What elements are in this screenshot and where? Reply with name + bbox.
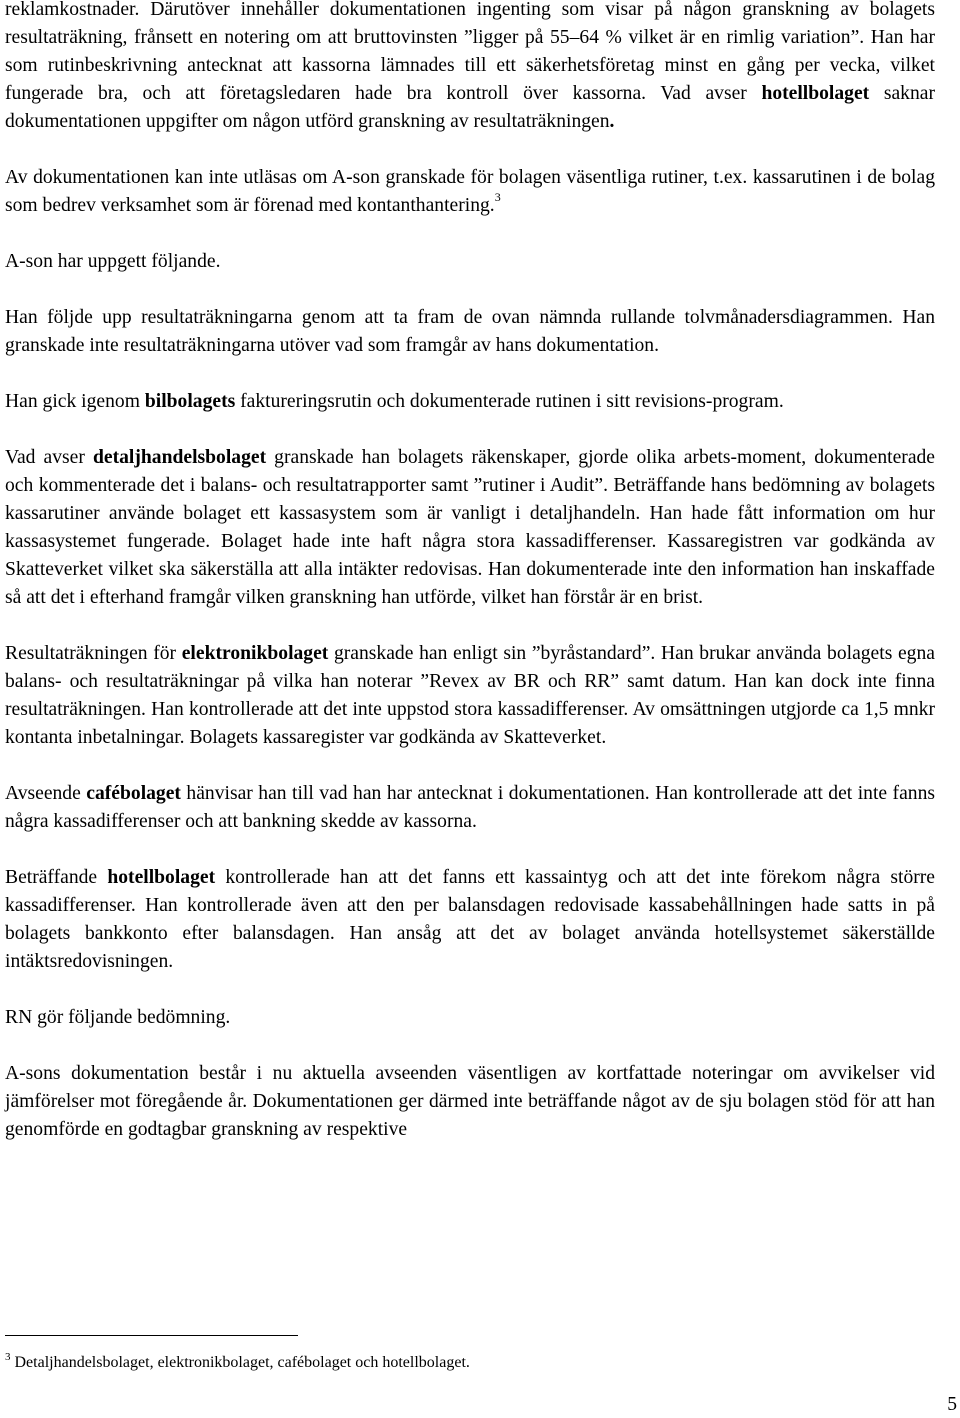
text-segment: granskade han bolagets räkenskaper, gjorde olika arbets-moment, dokumenterade och kommenterade det i balans- och resultatrapporter samt ”rutiner i Audit”. Beträffande hans bedömning av bolagets kassarutiner använde bolaget ett kassasystem som är vanligt i detaljhandeln. Han hade fått information om hur kassasystemet fungerade. Bolaget hade inte haft några stora kassadifferenser. Kassaregistren var godkända av Skatteverket vilket ska säkerställa att alla intäkter redovisas. Han dokumenterade inte den information han inskaffade så att det i efterhand framgår vilken granskning han utförde, vilket han förstår är en brist. — [5, 447, 936, 608]
text-segment: Avseende — [5, 783, 87, 804]
text-segment: Av dokumentationen kan inte utläsas om A-son granskade för bolagen väsentliga rutiner, t.ex. kassarutinen i de bolag som bedrev verksamhet som är förenad med kontanthantering. — [5, 167, 935, 216]
text-segment: hänvisar han till vad han har antecknat i dokumentationen. Han kontrollerade att det inte fanns några kassadifferenser och att bankning skedde av kassorna. — [5, 783, 936, 832]
paragraph — [5, 248, 935, 276]
bold-term: . — [609, 111, 615, 132]
text-segment: Resultaträkningen för — [5, 643, 182, 664]
text-segment: A-son har uppgett följande. — [5, 251, 221, 272]
paragraph — [5, 388, 935, 416]
text-segment: RN gör följande bedömning. — [5, 1007, 231, 1028]
text-segment: Beträffande — [5, 867, 108, 888]
bold-term: bilbolagets — [144, 391, 236, 412]
paragraph — [5, 304, 935, 360]
footnote-text: Detaljhandelsbolaget, elektronikbolaget, cafébolaget och hotellbolaget. — [10, 1354, 470, 1371]
paragraph — [5, 864, 935, 976]
text-segment: Han gick igenom — [5, 391, 145, 412]
footnote-reference: 3 — [494, 190, 501, 205]
text-segment: granskade han enligt sin ”byråstandard”. Han brukar använda bolagets egna balans- och resultaträkningar på vilka han noterar ”Revex av BR och RR” samt datum. Han kan dock inte finna resultaträkningen. Han kontrollerade att det inte uppstod stora kassadifferenser. Av omsättningen utgjorde ca 1,5 mnkr kontanta inbetalningar. Bolagets kassaregister var godkända av Skatteverket. — [5, 643, 935, 748]
footnote — [5, 1352, 905, 1374]
document-page — [5, 0, 935, 1172]
text-segment: Han följde upp resultaträkningarna genom att ta fram de ovan nämnda rullande tolvmånadersdiagrammen. Han granskade inte resultaträkningarna utöver vad som framgår av hans dokumentation. — [5, 307, 935, 356]
text-segment: reklamkostnader. Därutöver innehåller dokumentationen ingenting som visar på någon granskning av bolagets resultaträkning, frånsett en notering om att bruttovinsten ”ligger på 55–64 % vilket är en rimlig variation”. Han har som rutinbeskrivning antecknat att kassorna lämnades till ett säkerhetsföretag minst en gång per vecka, vilket fungerade bra, och att företagsledaren hade bra kontroll över kassorna. Vad avser — [5, 0, 935, 104]
paragraph — [5, 444, 935, 612]
paragraph — [5, 164, 935, 220]
text-segment: faktureringsrutin och dokumenterade rutinen i sitt revisions-program. — [235, 391, 784, 412]
paragraph — [5, 1060, 935, 1144]
paragraph — [5, 1004, 935, 1032]
footnote-marker: 3 — [5, 1350, 11, 1363]
bold-term: hotellbolaget — [107, 867, 216, 888]
text-segment: Vad avser — [5, 447, 93, 468]
bold-term: cafébolaget — [86, 783, 181, 804]
bold-term: elektronikbolaget — [181, 643, 329, 664]
page-number: 5 — [947, 1394, 957, 1415]
text-segment: saknar dokumentationen uppgifter om någon utförd granskning av resultaträkningen — [5, 83, 935, 132]
paragraph — [5, 780, 935, 836]
paragraph — [5, 0, 935, 136]
text-segment: A-sons dokumentation består i nu aktuella avseenden väsentligen av kortfattade noteringar om avvikelser vid jämförelser mot föregående år. Dokumentationen ger därmed inte beträffande något av de sju bolagen stöd för att han genomförde en godtagbar granskning av respektive — [5, 1063, 935, 1140]
paragraph — [5, 640, 935, 752]
text-segment: kontrollerade han att det fanns ett kassaintyg och att det inte förekom några större kassadifferenser. Han kontrollerade även att den per balansdagen redovisade kassabehållningen hade satts in på bolagets bankkonto efter balansdagen. Han ansåg att det av bolaget använda hotellsystemet säkerställde intäktsredovisningen. — [5, 867, 935, 972]
footnote-separator — [5, 1335, 298, 1336]
bold-term: hotellbolaget — [761, 83, 870, 104]
bold-term: detaljhandelsbolaget — [93, 447, 267, 468]
